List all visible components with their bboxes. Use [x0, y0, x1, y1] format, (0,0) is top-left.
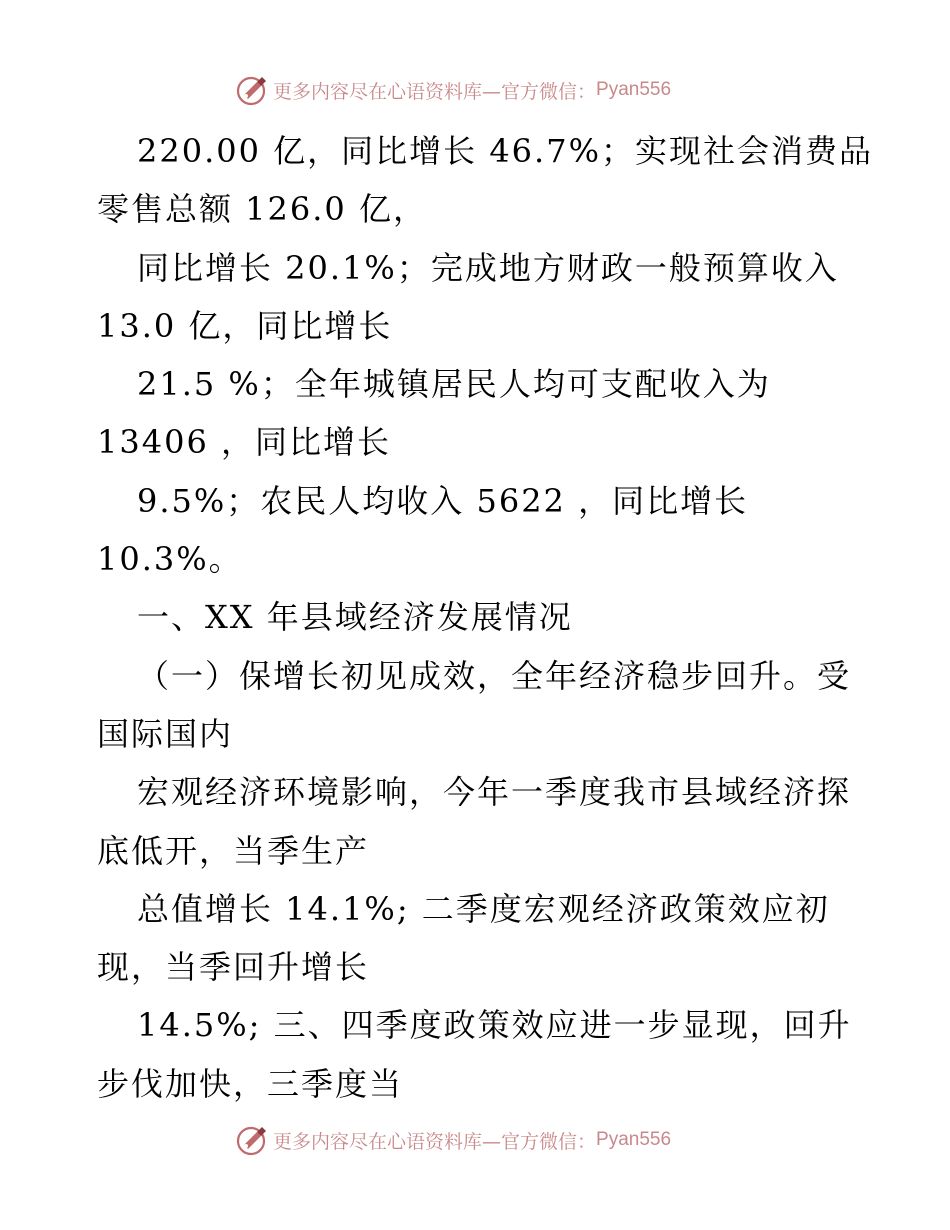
text-line: 13.0 亿，同比增长 [97, 306, 393, 345]
text-line: 同比增长 20.1%；完成地方财政一般预算收入 [137, 248, 839, 287]
text-line: 国际国内 [97, 714, 234, 753]
text-line: 13406 ，同比增长 [97, 423, 391, 462]
text-line: 步伐加快，三季度当 [97, 1064, 404, 1103]
text-line: 21.5 %；全年城镇居民人均可支配收入为 [137, 365, 771, 404]
watermark-handle: Pyan556 [596, 1129, 672, 1150]
text-line: （一）保增长初见成效，全年经济稳步回升。受 [137, 656, 852, 695]
text-line: 10.3%。 [97, 540, 243, 579]
watermark-handle: Pyan556 [596, 79, 672, 100]
text-line: 总值增长 14.1%; 二季度宏观经济政策效应初 [137, 889, 830, 928]
footer-watermark [235, 1122, 671, 1158]
body-text [97, 122, 873, 1113]
text-line: 9.5%；农民人均收入 5622 ，同比增长 [137, 481, 749, 520]
watermark-text: 更多内容尽在心语资料库—官方微信： [273, 1130, 597, 1153]
text-line: 14.5%; 三、四季度政策效应进一步显现，回升 [137, 1006, 852, 1045]
watermark-text: 更多内容尽在心语资料库—官方微信： [273, 80, 597, 103]
text-line: 底低开，当季生产 [97, 831, 370, 870]
section-heading: 一、XX 年县域经济发展情况 [137, 598, 573, 637]
pen-logo-icon [235, 1123, 269, 1157]
text-line: 220.00 亿，同比增长 46.7%；实现社会消费品 [137, 132, 873, 170]
text-line: 零售总额 126.0 亿， [97, 190, 427, 229]
text-line: 现，当季回升增长 [97, 948, 370, 987]
pen-logo-icon [235, 73, 269, 107]
text-line: 宏观经济环境影响，今年一季度我市县域经济探 [137, 773, 852, 812]
header-watermark [235, 72, 671, 108]
